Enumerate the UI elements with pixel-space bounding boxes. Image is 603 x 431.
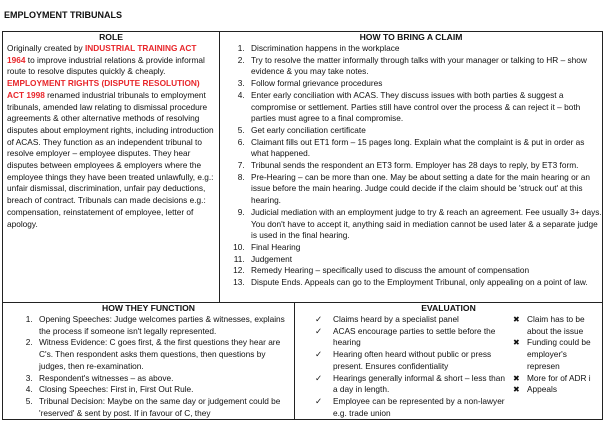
claim-step: 7. Tribunal sends the respondent an ET3 form. Employer has 28 days to reply, by ET3 form. <box>247 160 602 172</box>
check-icon: ✓ <box>315 395 322 406</box>
claim-step: 1. Discrimination happens in the workplace <box>247 43 602 55</box>
role-section <box>3 32 220 303</box>
disadvantage-item: ✖ Claim has to be about the issue <box>513 314 585 336</box>
function-list <box>3 314 294 419</box>
evaluation-section <box>295 303 603 420</box>
cross-icon: ✖ <box>513 315 520 324</box>
advantage-item: ✓ Hearings generally informal & short – less than a day in length. <box>315 372 506 395</box>
function-item: 5. Tribunal Decision: Maybe on the same day or judgement could be 'reserved' & sent by post. If in favour of C, they <box>35 396 294 419</box>
revision-grid <box>2 31 603 420</box>
check-icon: ✓ <box>315 372 322 383</box>
claim-step: 6. Claimant fills out ET1 form – 15 pages long. Explain what the complaint is & put in order as what happened. <box>247 137 602 160</box>
role-text-3: renamed industrial tribunals to employment tribunals, amended law relating to dismissal procedure agreements & other alternative methods of resolving disputes about employment rights, including introduction of ACAS. They function as an independent tribunal to resolve employer – employee disputes. They hear disputes between employees & employers where the employee things they have been treated unlawfully, e.g.: unfair dismissal, discrimination, unfair pay deductions, breach of contract. Tribunals can made decisions e.g.: compensation, reinstatement of employee, letter of apology. <box>7 89 214 229</box>
claim-step: 2. Try to resolve the matter informally through talks with your manager or talking to HR – show evidence & you may take notes. <box>247 55 602 78</box>
role-text-1: Originally created by <box>7 43 85 53</box>
disadvantage-item: ✖ Appeals <box>513 384 557 395</box>
claim-step: 3. Follow formal grievance procedures <box>247 78 602 90</box>
function-section <box>3 303 295 420</box>
act-1964: INDUSTRIAL TRAINING ACT 1964 <box>7 43 197 65</box>
function-item: 1. Opening Speeches: Judge welcomes parties & witnesses, explains the process if someone isn't legally represented. <box>35 314 294 337</box>
cross-icon: ✖ <box>513 385 520 395</box>
role-heading: ROLE <box>99 32 123 42</box>
claim-step: 4. Enter early conciliation with ACAS. They discuss issues with both parties & suggest a compromise or settlement. Parties still have control over the process & can reject it – both parties must agree to a final compromise. <box>247 90 602 125</box>
disadvantages-column <box>511 314 601 419</box>
function-heading: HOW THEY FUNCTION <box>102 303 195 313</box>
check-icon: ✓ <box>315 314 322 324</box>
claim-heading: HOW TO BRING A CLAIM <box>359 32 463 42</box>
function-item: 2. Witness Evidence: C goes first, & the first questions they hear are C's. Then respondent asks them questions, then questions by judges, then re-examination. <box>35 337 294 372</box>
claim-step: 13. Dispute Ends. Appeals can go to the Employment Tribunal, only appealing on a point of law. <box>247 277 602 289</box>
check-icon: ✓ <box>315 325 322 336</box>
act-1998: EMPLOYMENT RIGHTS (DISPUTE RESOLUTION) ACT 1998 <box>7 78 200 100</box>
evaluation-heading: EVALUATION <box>421 303 476 313</box>
advantage-item: ✓ Hearing often heard without public or press present. Ensures confidentiality <box>315 349 492 371</box>
claim-step: 12. Remedy Hearing – specifically used to discuss the amount of compensation <box>247 265 602 277</box>
advantage-item: ✓ Claims heard by a specialist panel <box>315 314 459 324</box>
function-item: 3. Respondent's witnesses – as above. <box>35 373 294 385</box>
advantage-item: ✓ Employee can be represented by a non-lawyer e.g. trade union <box>315 395 505 418</box>
disadvantage-item: ✖ More for of ADR i <box>513 372 591 383</box>
check-icon: ✓ <box>315 349 322 360</box>
claim-step: 5. Get early conciliation certificate <box>247 125 602 137</box>
role-text <box>3 43 219 230</box>
cross-icon: ✖ <box>513 338 520 348</box>
role-text-2: to improve industrial relations & provide informal route to resolve disputes quickly & cheaply. <box>7 54 205 77</box>
page-title: EMPLOYMENT TRIBUNALS <box>4 10 122 20</box>
claim-section <box>220 32 603 303</box>
cross-icon: ✖ <box>513 373 520 383</box>
claim-step: 8. Pre-Hearing – can be more than one. May be about setting a date for the main hearing or an issue before the main hearing. Judge could decide if the claim should be 'struck out' at this hearing. <box>247 172 602 207</box>
disadvantage-item: ✖ Funding could be employer's represen <box>513 337 591 371</box>
disadvantages-list <box>511 314 601 396</box>
advantage-item: ✓ ACAS encourage parties to settle before the hearing <box>315 325 496 348</box>
claim-steps <box>220 43 602 289</box>
claim-step: 10. Final Hearing <box>247 242 602 254</box>
claim-step: 11. Judgement <box>247 254 602 266</box>
function-item: 4. Closing Speeches: First in, First Out Rule. <box>35 384 294 396</box>
advantages-list <box>295 314 511 419</box>
advantages-column <box>295 314 511 419</box>
claim-step: 9. Judicial mediation with an employment judge to try & reach an agreement. Fee usually 3+ days. You don't have to accept it, anything said in mediation cannot be used later & a separate judge is used in the final hearing. <box>247 207 602 242</box>
